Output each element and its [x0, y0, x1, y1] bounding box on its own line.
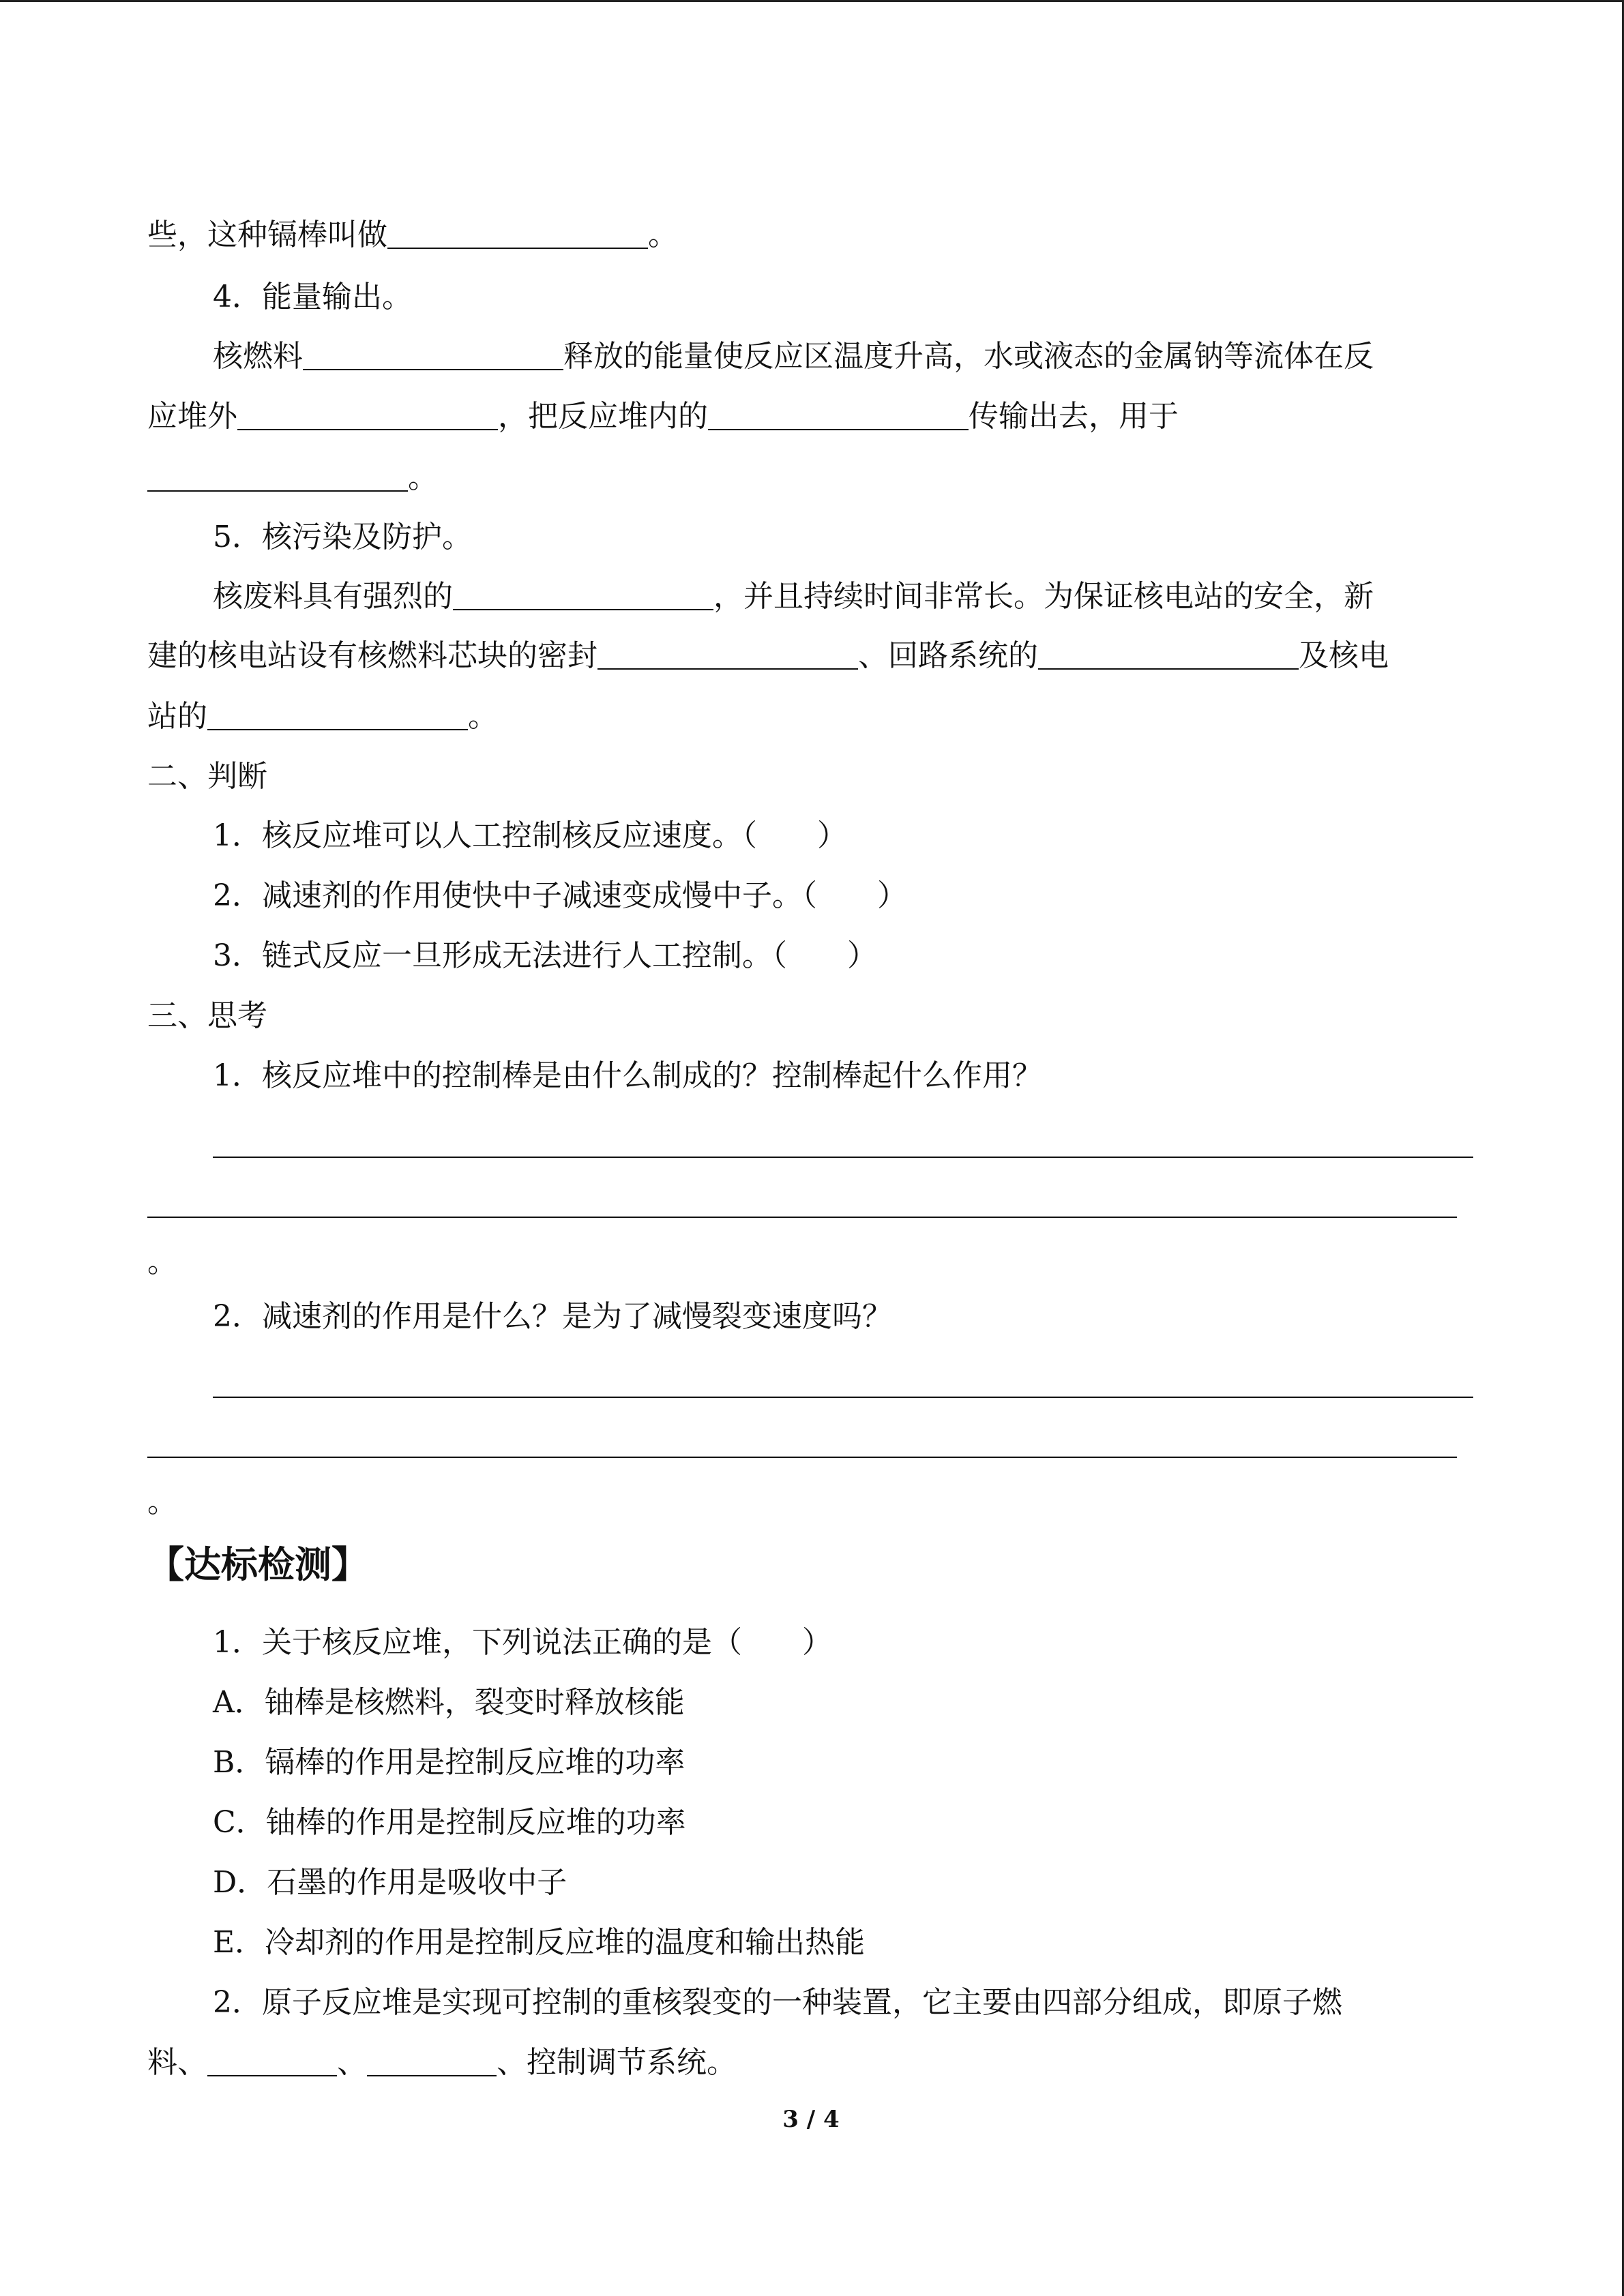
text-line: 。 [147, 458, 1458, 498]
text-line: 料、 、 、控制调节系统。 [147, 2045, 737, 2080]
section-4-title: 4．能量输出。 [213, 280, 412, 314]
fill-blank[interactable] [207, 702, 468, 730]
fill-blank[interactable] [708, 402, 969, 430]
fill-blank[interactable] [387, 220, 648, 249]
judge-section-title: 二、判断 [147, 759, 267, 794]
answer-line[interactable] [147, 1457, 1457, 1458]
option-e: E．冷却剂的作用是控制反应堆的温度和输出热能 [213, 1925, 866, 1960]
judge-item: 2．减速剂的作用使快中子减速变成慢中子。（ ） [213, 878, 907, 913]
test-section-heading: 【达标检测】 [147, 1542, 368, 1586]
text-line: 应堆外 ，把反应堆内的 传输出去，用于 [147, 399, 1179, 434]
page-number: 3 / 4 [782, 2106, 840, 2133]
test-question: 2．原子反应堆是实现可控制的重核裂变的一种装置，它主要由四部分组成，即原子燃 [213, 1985, 1342, 2020]
fill-blank[interactable] [147, 463, 408, 492]
fill-blank[interactable] [207, 2048, 337, 2076]
option-c: C．铀棒的作用是控制反应堆的功率 [213, 1805, 686, 1840]
think-question: 2．减速剂的作用是什么？是为了减慢裂变速度吗？ [213, 1299, 892, 1334]
text-line: 核燃料 释放的能量使反应区温度升高，水或液态的金属钠等流体在反 [213, 339, 1374, 374]
fill-blank[interactable] [237, 402, 498, 430]
option-b: B．镉棒的作用是控制反应堆的功率 [213, 1745, 685, 1780]
answer-line[interactable] [213, 1397, 1473, 1398]
section-5-title: 5．核污染及防护。 [213, 520, 472, 554]
think-section-title: 三、思考 [147, 998, 267, 1033]
text-line: 些，这种镉棒叫做 。 [147, 218, 678, 252]
think-question: 1．核反应堆中的控制棒是由什么制成的？控制棒起什么作用？ [213, 1058, 1042, 1093]
fill-blank[interactable] [453, 582, 713, 610]
judge-item: 3．链式反应一旦形成无法进行人工控制。（ ） [213, 938, 877, 973]
answer-line[interactable] [147, 1217, 1457, 1218]
fill-blank[interactable] [597, 641, 858, 670]
fill-blank[interactable] [1038, 641, 1299, 670]
answer-line[interactable] [213, 1157, 1473, 1158]
answer-end-mark: 。 [147, 1244, 177, 1279]
text-line: 站的 。 [147, 699, 498, 734]
text-line: 核废料具有强烈的 ，并且持续时间非常长。为保证核电站的安全，新 [213, 579, 1374, 614]
judge-item: 1．核反应堆可以人工控制核反应速度。（ ） [213, 818, 847, 853]
option-a: A．铀棒是核燃料，裂变时释放核能 [213, 1685, 685, 1720]
text-line: 建的核电站设有核燃料芯块的密封 、回路系统的 及核电 [147, 638, 1389, 673]
fill-blank[interactable] [303, 342, 563, 370]
test-question: 1．关于核反应堆，下列说法正确的是（ ） [213, 1625, 832, 1660]
fill-blank[interactable] [367, 2048, 497, 2076]
option-d: D．石墨的作用是吸收中子 [213, 1865, 567, 1900]
answer-end-mark: 。 [147, 1485, 177, 1519]
